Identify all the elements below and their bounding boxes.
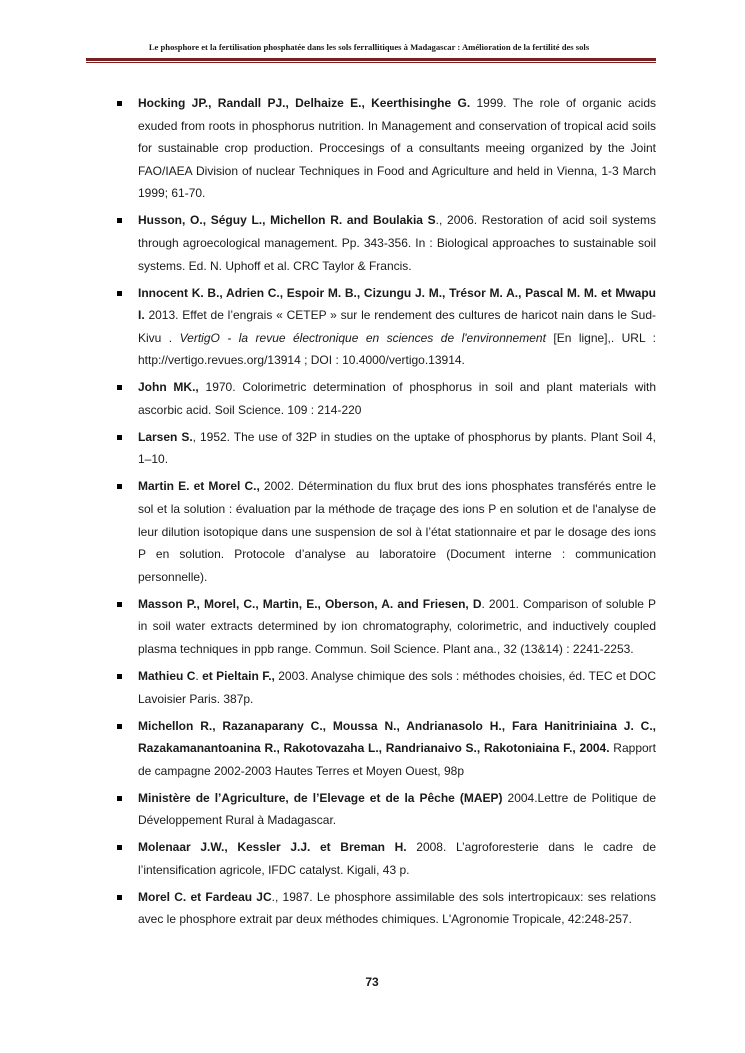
square-bullet-icon	[117, 291, 122, 296]
square-bullet-icon	[117, 602, 122, 607]
reference-journal: VertigO - la revue électronique en sciences de l'environnement	[179, 330, 546, 345]
reference-authors-second: et Pieltain F.,	[202, 668, 275, 683]
square-bullet-icon	[117, 796, 122, 801]
square-bullet-icon	[117, 895, 122, 900]
reference-authors: Mathieu C	[138, 668, 196, 683]
reference-text: 1970. Colorimetric determination of phosphorus in soil and plant materials with ascorbic acid. Soil Science. 109 : 214-220	[138, 380, 656, 417]
reference-authors: Morel C. et Fardeau JC	[138, 889, 272, 904]
reference-text: Rapport de campagne 2002-2003 Hautes Terres et Moyen Ouest, 98p	[138, 741, 656, 778]
reference-text: 2008. L’agroforesterie dans le cadre de l’intensification agricole, IFDC catalyst. Kigali, 43 p.	[138, 840, 656, 877]
reference-text: , 1952. The use of 32P in studies on the uptake of phosphorus by plants. Plant Soil 4, 1–10.	[138, 429, 657, 467]
reference-authors: Martin E. et Morel C.,	[138, 479, 260, 494]
square-bullet-icon	[117, 101, 122, 106]
reference-list	[117, 92, 656, 935]
reference-authors: Molenaar J.W., Kessler J.J. et Breman H.	[138, 840, 407, 855]
reference-authors: Michellon R., Razanaparany C., Moussa N., Andrianasolo H., Fara Hanitriniaina J. C., Razakamanantoanina R., Rakotovazaha L., Randrianaivo S., Rakotoniaina F., 2004.	[138, 718, 656, 756]
reference-text: 2004.Lettre de Politique de Développement Rural à Madagascar.	[138, 790, 656, 828]
reference-authors: Larsen S.	[138, 429, 193, 444]
reference-text-after: [En ligne],. URL : http://vertigo.revues.org/13914 ; DOI : 10.4000/vertigo.13914.	[138, 330, 656, 368]
running-header: Le phosphore et la fertilisation phosphatée dans les sols ferrallitiques à Madagascar : Amélioration de la fertilité des sols	[148, 42, 590, 52]
reference-text: 2002. Détermination du flux brut des ions phosphates transférés entre le sol et la solution : évaluation par la méthode de traçage des ions P en solution et de l'analyse de leur dilution isotopique dans une suspension de sol à l’état stationnaire et par le dosage des ions P en solution. Protocole d’analyse au laboratoire (Document interne : communication personnelle).	[138, 479, 657, 584]
reference-authors: John MK.,	[138, 380, 199, 395]
reference-item	[117, 665, 656, 710]
reference-text: . 2001. Comparison of soluble P in soil water extracts determined by ion chromatography, colorimetric, and inductively coupled plasma techniques in ppb range. Commun. Soil Science. Plant ana., 32 (13&14) : 2241-2253.	[138, 596, 657, 656]
reference-text: 2013. Effet de l’engrais « CETEP » sur le rendement des cultures de haricot nain dans le Sud-Kivu .	[138, 308, 656, 345]
reference-authors: Husson, O., Séguy L., Michellon R. and Boulakia S	[138, 213, 436, 228]
square-bullet-icon	[117, 845, 122, 850]
header-rule-thick	[86, 58, 656, 61]
reference-text: 1999. The role of organic acids exuded from roots in phosphorus nutrition. In Management and conservation of tropical acid soils for sustainable crop production. Proccesings of a consultants meeing organized by the Joint FAO/IAEA Division of nuclear Techniques in Food and Agriculture and held in Vienna, 1-3 March 1999; 61-70.	[138, 96, 656, 201]
square-bullet-icon	[117, 385, 122, 390]
reference-item	[117, 376, 656, 421]
reference-item	[117, 475, 656, 588]
square-bullet-icon	[117, 724, 122, 729]
reference-authors: Ministère de l’Agriculture, de l’Elevage et de la Pêche (MAEP)	[138, 790, 503, 805]
reference-item	[117, 836, 656, 881]
header-rule-thin	[86, 62, 656, 63]
reference-text: ., 1987. Le phosphore assimilable des sols intertropicaux: ses relations avec le phosphore extrait par deux méthodes chimiques. L'Agronomie Tropicale, 42:248-257.	[138, 889, 656, 927]
square-bullet-icon	[117, 484, 122, 489]
reference-item	[117, 886, 656, 931]
reference-text: .	[195, 668, 203, 683]
reference-item	[117, 426, 656, 471]
reference-authors: Masson P., Morel, C., Martin, E., Oberson, A. and Friesen, D	[138, 596, 482, 611]
reference-item	[117, 209, 656, 277]
reference-authors: Hocking JP., Randall PJ., Delhaize E., Keerthisinghe G.	[138, 96, 471, 110]
reference-item	[117, 715, 656, 783]
reference-authors: Innocent K. B., Adrien C., Espoir M. B., Cizungu J. M., Trésor M. A., Pascal M. M. et Mwapu I.	[138, 285, 656, 323]
square-bullet-icon	[117, 435, 122, 440]
reference-item	[117, 92, 656, 205]
square-bullet-icon	[117, 674, 122, 679]
reference-item	[117, 282, 656, 372]
page-number: 73	[365, 975, 379, 989]
reference-text-second: 2003. Analyse chimique des sols : méthodes choisies, éd. TEC et DOC Lavoisier Paris. 387p.	[138, 668, 657, 706]
reference-item	[117, 787, 656, 832]
reference-text: ., 2006. Restoration of acid soil systems through agroecological management. Pp. 343-356. In : Biological approaches to sustainable soil systems. Ed. N. Uphoff et al. CRC Taylor & Francis.	[138, 213, 656, 273]
reference-item	[117, 593, 656, 661]
square-bullet-icon	[117, 218, 122, 223]
